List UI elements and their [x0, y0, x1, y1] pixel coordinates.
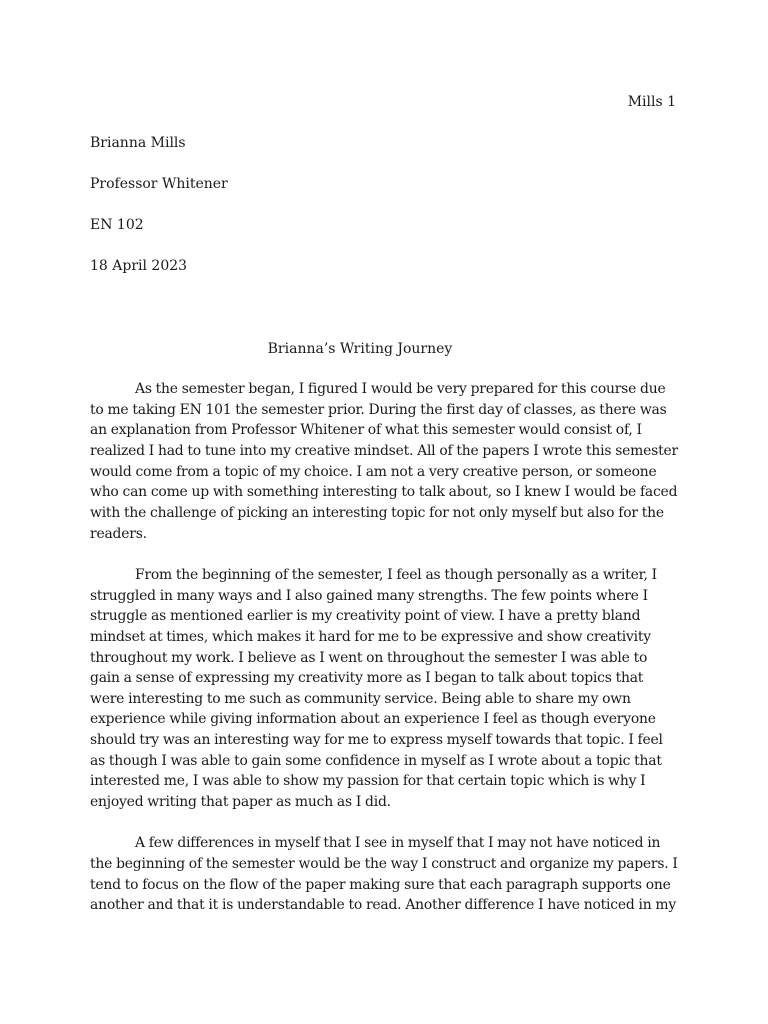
running-header-page-number: Mills 1: [627, 94, 676, 110]
paragraph-3: A few differences in myself that I see in myself that I may not have noticed in the beginning of the semester would be the way I construct and organize my papers. I tend to focus on the flow of the paper making sure that each paragraph supports one another and that it is understandable to read. Another difference I have noticed in my: [90, 835, 678, 914]
mla-heading: [90, 133, 228, 297]
date: 18 April 2023: [90, 258, 188, 274]
paragraph-2: From the beginning of the semester, I feel as though personally as a writer, I struggled in many ways and I also gained many strengths. The few points where I struggle as mentioned earlier is my creativity point of view. I have a pretty bland mindset at times, which makes it hard for me to be expressive and show creativity throughout my work. I believe as I went on throughout the semester I was able to gain a sense of expressing my creativity more as I began to talk about topics that were interesting to me such as community service. Being able to share my own experience while giving information about an experience I feel as though everyone should try was an interesting way for me to express myself towards that topic. I feel as though I was able to gain some confidence in myself as I wrote about a topic that interested me, I was able to show my passion for that certain topic which is why I enjoyed writing that paper as much as I did.: [90, 566, 663, 811]
paragraph-1: As the semester began, I figured I would be very prepared for this course due to me taking EN 101 the semester prior. During the first day of classes, as there was an explanation from Professor Whitener of what this semester would consist of, I realized I had to tune into my creative mindset. All of the papers I wrote this semester would come from a topic of my choice. I am not a very creative person, or someone who can come up with something interesting to talk about, so I knew I would be faced with the challenge of picking an interesting topic for not only myself but also for the readers.: [90, 381, 678, 542]
course-code: EN 102: [90, 217, 144, 233]
essay-body: [90, 379, 678, 937]
document-title: Brianna’s Writing Journey: [267, 341, 453, 357]
author-name: Brianna Mills: [90, 135, 186, 151]
instructor-name: Professor Whitener: [90, 176, 228, 192]
